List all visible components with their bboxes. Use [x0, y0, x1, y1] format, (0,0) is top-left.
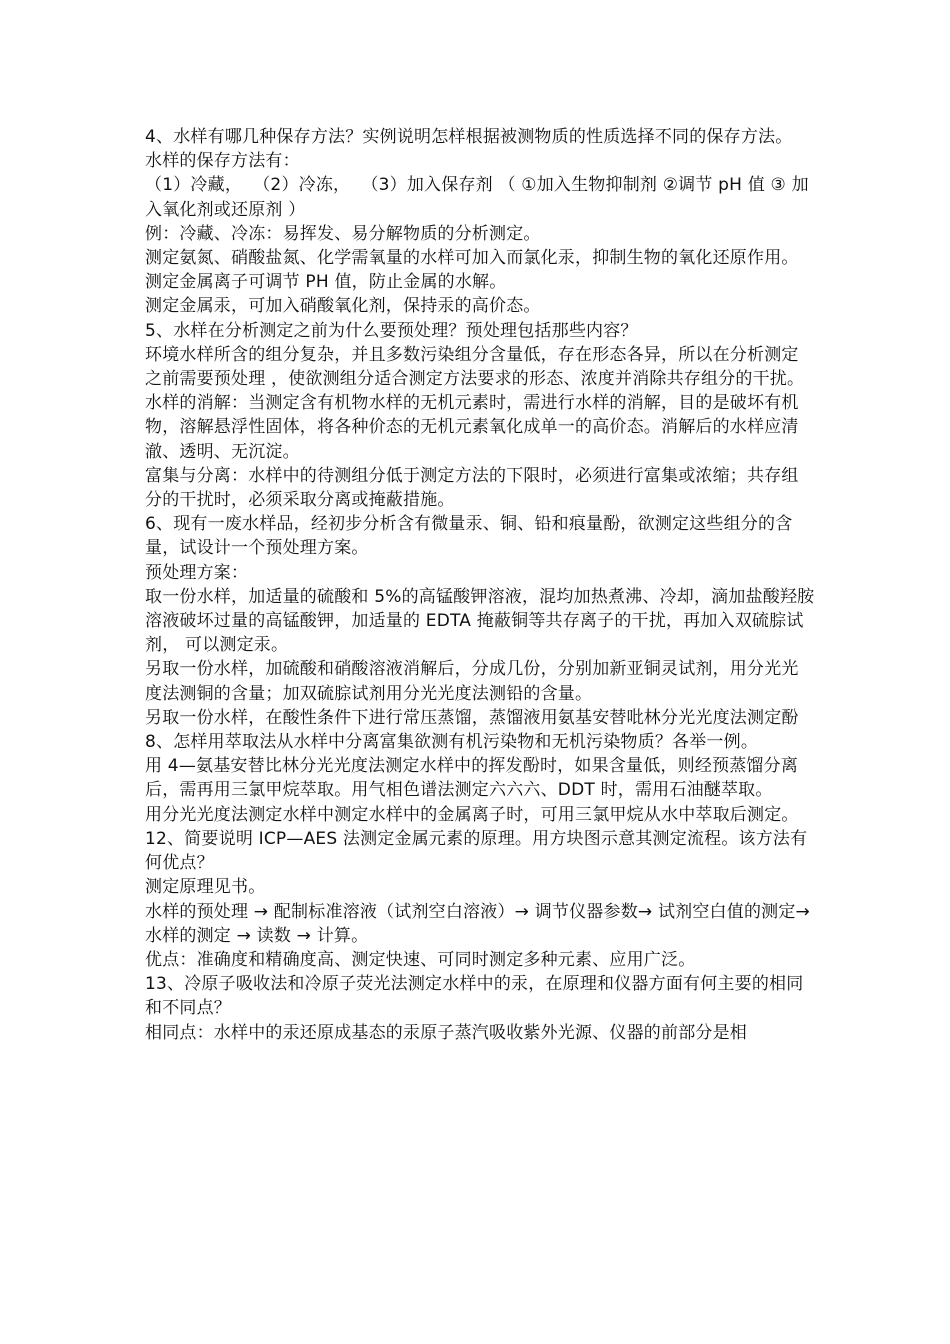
q8-answer-inorganic: 用分光光度法测定水样中测定水样中的金属离子时，可用三氯甲烷从水中萃取后测定。 — [145, 804, 799, 825]
q4-example-ph: 测定金属离子可调节 PH 值，防止金属的水解。 — [145, 272, 507, 293]
q6-plan-phenol: 另取一份水样，在酸性条件下进行常压蒸馏，蒸馏液用氨基安替吡林分光光度法测定酚 — [145, 707, 799, 728]
document-page — [145, 125, 815, 1045]
q13-title: 13、冷原子吸收法和冷原子荧光法测定水样中的汞，在原理和仪器方面有何主要的相同和不同点？ — [145, 974, 804, 1019]
q5-answer-digestion: 水样的消解：当测定含有机物水样的无机元素时，需进行水样的消解，目的是破坏有机物，溶解悬浮性固体，将各种价态的无机元素氧化成单一的高价态。消解后的水样应清澈、透明、无沉淀。 — [145, 393, 799, 462]
q6-plan-mercury: 取一份水样，加适量的硫酸和 5%的高锰酸钾溶液，混均加热煮沸、冷却，滴加盐酸羟胺溶液破坏过量的高锰酸钾，加适量的 EDTA 掩蔽铜等共存离子的干扰，再加入双硫腙试剂， 可以测定汞。 — [145, 586, 815, 656]
q5-answer-enrichment: 富集与分离：水样中的待测组分低于测定方法的下限时，必须进行富集或浓缩；共存组分的干扰时，必须采取分离或掩蔽措施。 — [145, 465, 799, 511]
q8-answer-organic: 用 4—氨基安替比林分光光度法测定水样中的挥发酚时，如果含量低，则经预蒸馏分离后，需再用三氯甲烷萃取。用气相色谱法测定六六六、DDT 时，需用石油醚萃取。 — [145, 756, 799, 801]
q8-title: 8、怎样用萃取法从水样中分离富集欲测有机污染物和无机污染物质？各举一例。 — [145, 732, 759, 753]
q12-principle: 测定原理见书。 — [145, 877, 266, 898]
q4-methods-list: （1）冷藏， （2）冷冻， （3）加入保存剂 （ ①加入生物抑制剂 ②调节 pH 值 ③ 加入氧化剂或还原剂 ） — [145, 175, 809, 220]
q12-title: 12、简要说明 ICP—AES 法测定金属元素的原理。用方块图示意其测定流程。该方法有何优点？ — [145, 828, 808, 874]
q4-example-nitric: 测定金属汞，可加入硝酸氧化剂，保持汞的高价态。 — [145, 296, 541, 317]
q6-title: 6、现有一废水样品，经初步分析含有微量汞、铜、铅和痕量酚，欲测定这些组分的含量，试设计一个预处理方案。 — [145, 514, 793, 559]
q4-title: 4、水样有哪几种保存方法？实例说明怎样根据被测物质的性质选择不同的保存方法。 — [145, 127, 793, 147]
q6-plan-heading: 预处理方案： — [145, 562, 249, 583]
q13-similarities: 相同点：水样中的汞还原成基态的汞原子蒸汽吸收紫外光源、仪器的前部分是相 — [145, 1022, 747, 1043]
q5-answer-reason: 环境水样所含的组分复杂，并且多数污染组分含量低，存在形态各异，所以在分析测定之前需要预处理 ，使欲测组分适合测定方法要求的形态、浓度并消除共存组分的干扰。 — [145, 344, 805, 390]
q6-plan-copper-lead: 另取一份水样，加硫酸和硝酸溶液消解后，分成几份，分别加新亚铜灵试剂，用分光光度法测铜的含量；加双硫腙试剂用分光光度法测铅的含量。 — [145, 659, 799, 704]
q12-advantages: 优点：准确度和精确度高、测定快速、可同时测定多种元素、应用广泛。 — [145, 949, 696, 970]
q4-example-mercury-chloride: 测定氨氮、硝酸盐氮、化学需氧量的水样可加入而氯化汞，抑制生物的氧化还原作用。 — [145, 248, 799, 269]
q4-answer-intro: 水样的保存方法有： — [145, 151, 300, 172]
q5-title: 5、水样在分析测定之前为什么要预处理？预处理包括那些内容？ — [145, 320, 638, 341]
q12-flow: 水样的预处理 → 配制标准溶液（试剂空白溶液）→ 调节仪器参数→ 试剂空白值的测定→ 水样的测定 → 读数 → 计算。 — [145, 901, 816, 946]
q4-example-cold: 例：冷藏、冷冻：易挥发、易分解物质的分析测定。 — [145, 223, 541, 244]
